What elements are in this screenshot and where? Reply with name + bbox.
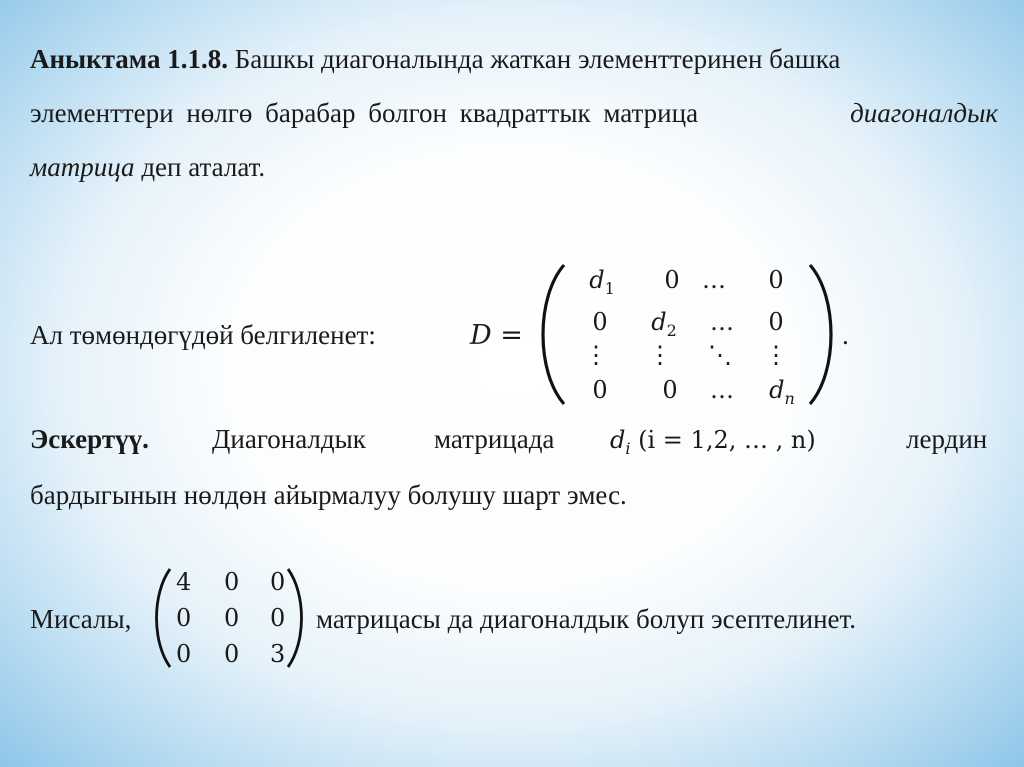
- matrix-cell: 0: [768, 266, 784, 294]
- definition-term: диагоналдык: [850, 98, 998, 128]
- example-left-paren: [148, 566, 174, 670]
- matrix-cell: $d_1$: [589, 266, 615, 298]
- equals-sign: =: [500, 320, 523, 351]
- matrix-cell: 0: [664, 266, 680, 294]
- example-cell: 0: [224, 640, 240, 668]
- definition-text: Башкы диагоналында жаткан элементтеринен башка: [234, 44, 841, 74]
- definition-line-2: [30, 98, 998, 129]
- matrix-cell: 0: [592, 308, 608, 336]
- matrix-cell: $d_2$: [651, 308, 677, 340]
- example-cell: 0: [176, 640, 192, 668]
- example-cell: 4: [176, 568, 192, 596]
- definition-term-2: матрица: [30, 152, 135, 182]
- remark-formula: $d_i$ (i = 1,2, … , n): [610, 426, 816, 458]
- matrix-cell: 0: [662, 376, 678, 404]
- matrix-symbol-d: D: [470, 320, 492, 351]
- left-paren: [530, 262, 570, 407]
- matrix-cell: …: [710, 376, 734, 404]
- definition-line-1: [30, 44, 840, 75]
- matrix-cell: ⋱: [708, 341, 732, 369]
- matrix-cell: …: [710, 308, 734, 336]
- matrix-cell: ⋮: [648, 341, 672, 369]
- matrix-symbol: [470, 320, 523, 351]
- remark-title: Эскертүү.: [30, 424, 149, 454]
- example-cell: 0: [224, 604, 240, 632]
- example-label: Мисалы,: [30, 604, 132, 634]
- matrix-cell: ⋮: [764, 341, 788, 369]
- example-cell: 0: [176, 604, 192, 632]
- example-text: матрицасы да диагоналдык болуп эсептелинет.: [316, 604, 857, 634]
- example-cell: 3: [270, 640, 286, 668]
- remark-word-1: Диагоналдык: [212, 424, 366, 454]
- matrix-cell: …: [702, 266, 726, 294]
- example-cell: 0: [224, 568, 240, 596]
- remark-line-2: бардыгынын нөлдөн айырмалуу болушу шарт эмес.: [30, 480, 627, 510]
- example-cell: 0: [270, 604, 286, 632]
- matrix-cell: 0: [592, 376, 608, 404]
- definition-text-3: деп аталат.: [141, 152, 266, 182]
- matrix-period: .: [842, 320, 849, 350]
- matrix-cell: 0: [768, 308, 784, 336]
- matrix-cell: ⋮: [584, 341, 608, 369]
- definition-title: Аныктама 1.1.8.: [30, 44, 228, 74]
- example-cell: 0: [270, 568, 286, 596]
- remark-word-3: лердин: [906, 424, 988, 454]
- matrix-cell: $d_n$: [769, 376, 795, 408]
- example-right-paren: [284, 566, 310, 670]
- notation-label: Ал төмөндөгүдөй белгиленет:: [30, 320, 376, 350]
- remark-formula-range: (i = 1,2, … , n): [638, 426, 816, 454]
- remark-word-2: матрицада: [434, 424, 555, 454]
- definition-line-3: [30, 152, 265, 183]
- definition-text-2: элементтери нөлгө барабар болгон квадраттык матрица: [30, 98, 699, 128]
